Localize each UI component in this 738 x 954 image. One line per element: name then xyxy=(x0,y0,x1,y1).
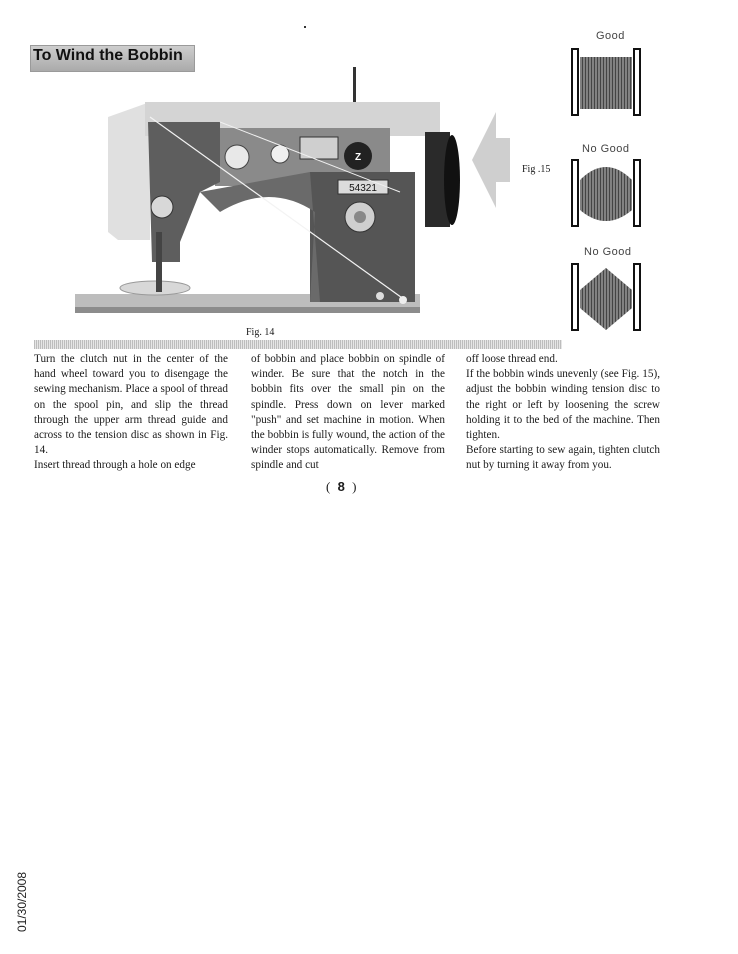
bobbin-good-label: Good xyxy=(596,30,625,42)
bobbin-no-good-label-2: No Good xyxy=(584,246,632,258)
bobbin-peaked-icon xyxy=(568,262,644,336)
page-number: ( 8 ) xyxy=(326,479,359,494)
text-column-2 xyxy=(251,352,445,474)
bobbin-no-good-label-1: No Good xyxy=(582,143,630,155)
stitch-length-dial-label: 54321 xyxy=(349,183,377,194)
stitch-selector-z-label: Z xyxy=(354,152,362,163)
print-speck xyxy=(304,26,306,28)
left-arrow-icon xyxy=(470,110,512,210)
bobbin-convex-icon xyxy=(568,158,644,232)
text-column-3 xyxy=(466,352,660,474)
paragraph: off loose thread end. xyxy=(466,353,558,365)
figure-15-caption: Fig .15 xyxy=(522,164,551,175)
sewing-machine-illustration xyxy=(70,62,520,322)
paragraph: Before starting to sew again, tighten clutch nut by turning it away from you. xyxy=(466,444,660,472)
page-title: To Wind the Bobbin xyxy=(33,47,183,64)
text-column-1 xyxy=(34,352,228,474)
paragraph: Turn the clutch nut in the center of the hand wheel toward you to disengage the sewing mechanism. Place a spool of thread on the spool pin, and slip the thread through the upper arm thread guide and across to the tension disc as shown in Fig. 14. xyxy=(34,353,228,457)
section-divider xyxy=(34,340,562,349)
figure-14-caption: Fig. 14 xyxy=(246,327,275,338)
scan-date: 01/30/2008 xyxy=(15,871,30,933)
paragraph: Insert thread through a hole on edge xyxy=(34,459,196,472)
paragraph: of bobbin and place bobbin on spindle of winder. Be sure that the notch in the bobbin fits over the small pin on the spindle. Press down on lever marked "push" and set machine in motion. When the bobbin is fully wound, the action of the winder stops automatically. Remove from spindle and cut xyxy=(251,353,445,472)
paragraph: If the bobbin winds unevenly (see Fig. 15), adjust the bobbin winding tension disc to the right or left by loosening the screw holding it to the bed of the machine. Then tighten. xyxy=(466,368,660,442)
bobbin-even-icon xyxy=(568,47,644,121)
